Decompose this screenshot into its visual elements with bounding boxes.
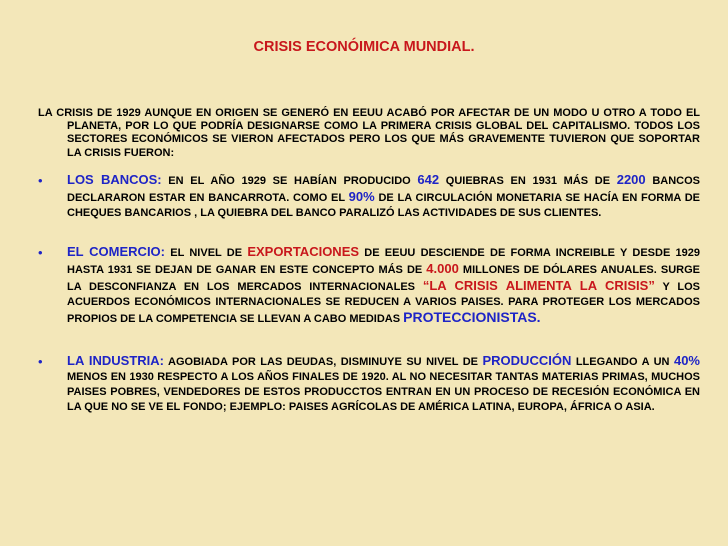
comercio-number-4000: 4.000 [426, 261, 459, 276]
industria-number-40: 40% [673, 353, 700, 368]
bullet-dot-icon: • [38, 173, 43, 188]
comercio-keyword-proteccionistas: PROTECCIONISTAS. [403, 309, 541, 325]
bancos-text-4: DE LA CIRCULACIÓN MONETARIA SE HACÍA EN FORMA DE CHEQUES BANCARIOS , LA QUIEBRA DEL BANCO PARALIZÓ LAS ACTIVIDADES DE SUS CLIENTES. [67, 192, 700, 219]
bancos-heading: LOS BANCOS: [67, 172, 162, 187]
comercio-text-4: Y LOS ACUERDOS ECONÓMICOS INTERNACIONALES SE REDUCEN A VARIOS PAISES. PARA PROTEGER LOS MERCADOS PROPIOS DE LA COMPETENCIA SE LLEVAN A CABO MEDIDAS [67, 281, 700, 325]
bullet-industria [38, 353, 700, 415]
bancos-text-3: BANCOS DECLARARON ESTAR EN BANCARROTA. COMO EL [67, 175, 700, 204]
bancos-text-2: QUIEBRAS EN 1931 MÁS DE [439, 175, 617, 187]
industria-text-1: AGOBIADA POR LAS DEUDAS, DISMINUYE SU NIVEL DE [163, 356, 483, 368]
industria-heading: LA INDUSTRIA: [67, 353, 164, 368]
industria-text-3: MENOS EN 1930 RESPECTO A LOS AÑOS FINALES DE 1920. AL NO NECESITAR TANTAS MATERIAS PRIMAS, MUCHOS PAISES POBRES, VENDEDORES DE ESTOS PRODUCCTOS ENTRAN EN UN PROCESO DE RECESIÓN ECONÓMICA EN LA QUE NO SE VE EL FONDO; EJEMPLO: PAISES AGRÍCOLAS DE AMÉRICA LATINA, EUROPA, ÁFRICA O ASIA. [67, 371, 700, 413]
comercio-text-2: DE EEUU DESCIENDE DE FORMA INCREIBLE Y DESDE 1929 HASTA 1931 SE DEJAN DE GANAR EN ESTE CONCEPTO MÁS DE [67, 247, 700, 276]
comercio-keyword-exportaciones: EXPORTACIONES [247, 244, 360, 259]
comercio-text-1: EL NIVEL DE [165, 247, 248, 259]
bullet-comercio [38, 244, 700, 327]
comercio-quote: “LA CRISIS ALIMENTA LA CRISIS” [422, 278, 655, 293]
slide-title: CRISIS ECONÓIMICA MUNDIAL. [253, 39, 475, 55]
comercio-heading: EL COMERCIO: [67, 244, 166, 259]
bullet-dot-icon: • [38, 245, 43, 260]
bancos-number-90: 90% [348, 189, 375, 204]
bullet-industria-text [67, 353, 700, 415]
bancos-number-642: 642 [417, 172, 440, 187]
intro-paragraph: LA CRISIS DE 1929 AUNQUE EN ORIGEN SE GENERÓ EN EEUU ACABÓ POR AFECTAR DE UN MODO U OTRO A TODO EL PLANETA, POR LO QUE PODRÍA DESIGNARSE COMO LA PRIMERA CRISIS GLOBAL DEL CAPITALISMO. TODOS LOS SECTORES ECONÓMICOS SE VIERON AFECTADOS PERO LOS QUE MÁS GRAVEMENTE TUVIERON QUE SOPORTAR LA CRISIS FUERON: [38, 107, 700, 159]
industria-keyword-produccion: PRODUCCIÓN [482, 353, 572, 368]
bullet-bancos-text [67, 172, 700, 221]
bullet-comercio-text [67, 244, 700, 327]
comercio-text-3: MILLONES DE DÓLARES ANUALES. SURGE LA DESCONFIANZA EN LOS MERCADOS INTERNACIONALES [67, 264, 700, 293]
industria-text-2: LLEGANDO A UN [571, 356, 674, 368]
bancos-text-1: EN EL AÑO 1929 SE HABÍAN PRODUCIDO [161, 175, 418, 187]
bullet-dot-icon: • [38, 354, 43, 369]
bancos-number-2200: 2200 [616, 172, 646, 187]
bullet-bancos [38, 172, 700, 221]
